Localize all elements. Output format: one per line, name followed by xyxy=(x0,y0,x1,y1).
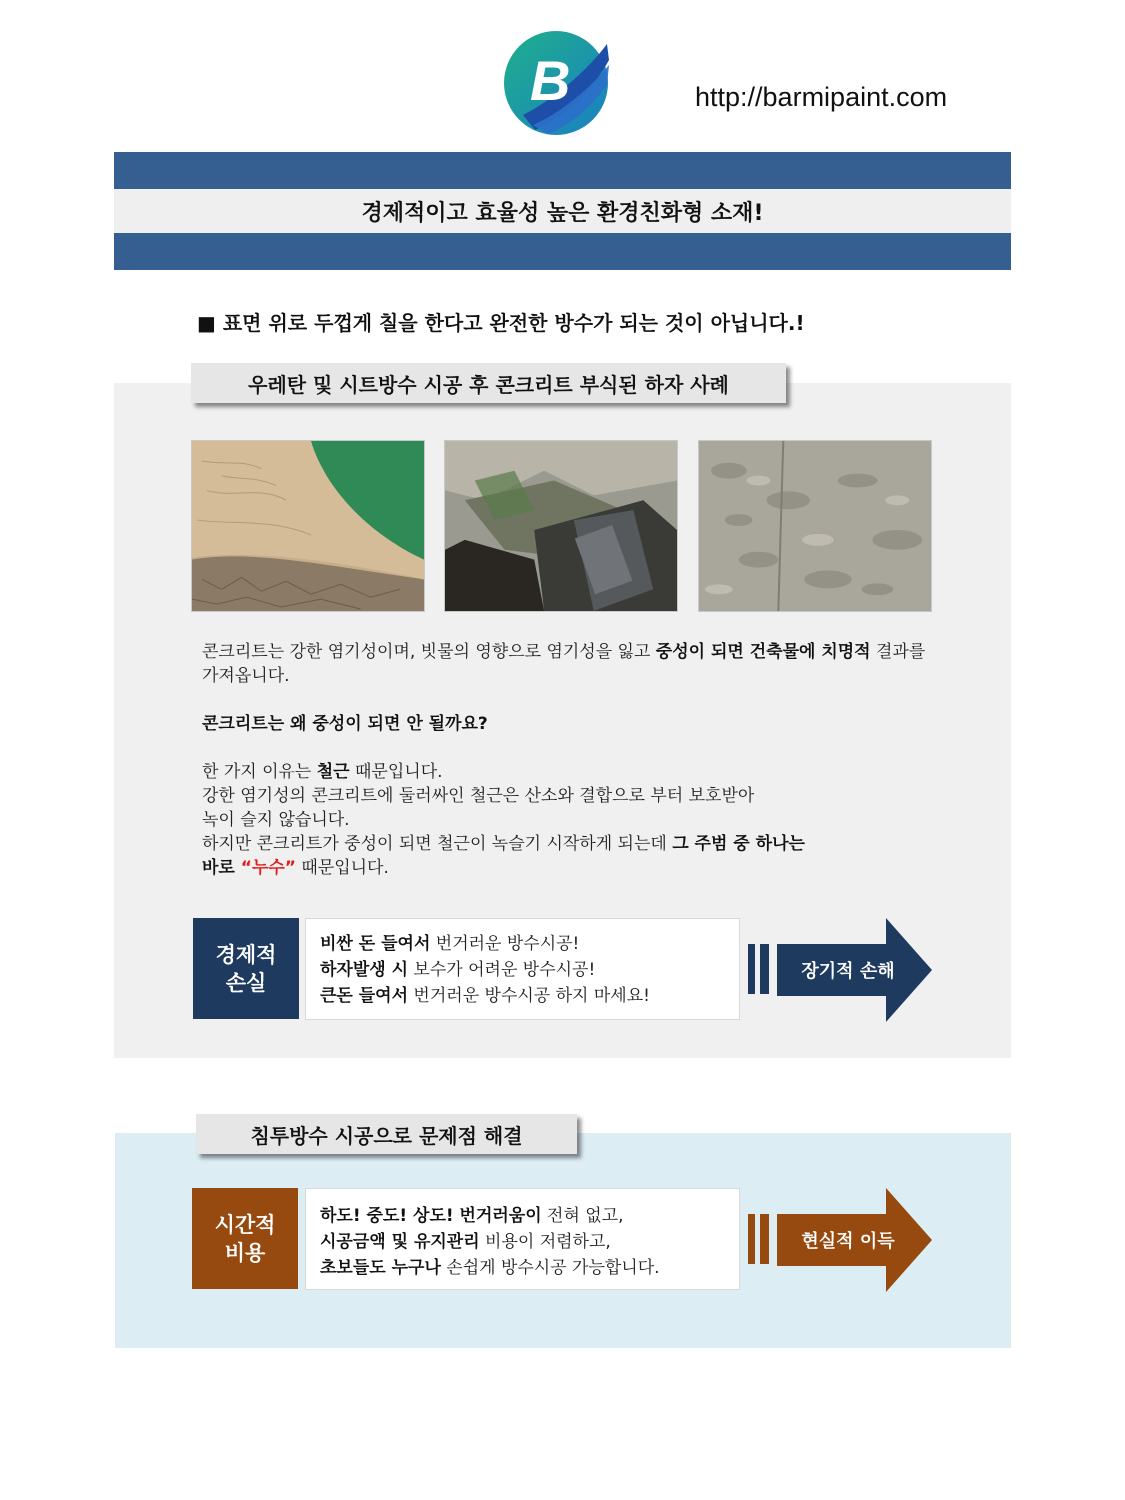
loss-line: 비싼 돈 들여서 번거러운 방수시공! xyxy=(320,934,580,954)
reason-line-4: 하지만 콘크리트가 중성이 되면 철근이 녹슬기 시작하게 되는데 그 주범 중 하나는 xyxy=(202,834,805,854)
loss-line: 큰돈 들여서 번거러운 방수시공 하지 마세요! xyxy=(320,986,650,1006)
reason-line-2: 강한 염기성의 콘크리트에 둘러싸인 철근은 산소와 결합으로 부터 보호받아 xyxy=(202,786,755,806)
arrow-label: 현실적 이득 xyxy=(801,1231,895,1252)
loss-line: 하자발생 시 보수가 어려운 방수시공! xyxy=(320,960,596,980)
economic-loss-label: 경제적 손실 xyxy=(193,918,299,1019)
headline: ■ 표면 위로 두껍게 칠을 한다고 완전한 방수가 되는 것이 아닙니다.! xyxy=(197,311,805,335)
corrosion-explanation xyxy=(202,640,942,880)
paragraph-alkalinity: 콘크리트는 강한 염기성이며, 빗물의 영향으로 염기성을 잃고 중성이 되면 건축물에 치명적 결과를 가져옵니다. xyxy=(202,642,926,686)
practical-gain-arrow xyxy=(748,1188,938,1292)
benefit-line: 초보들도 누구나 손쉽게 방수시공 가능합니다. xyxy=(320,1258,660,1278)
banner-bottom-band xyxy=(114,233,1011,270)
corroded-concrete-photo xyxy=(444,440,678,612)
banner-title: 경제적이고 효율성 높은 환경친화형 소재! xyxy=(114,189,1011,233)
eroded-surface-photo xyxy=(698,440,932,612)
time-cost-label: 시간적 비용 xyxy=(192,1188,298,1289)
question-heading: 콘크리트는 왜 중성이 되면 안 될까요? xyxy=(202,714,488,734)
defect-cases-tab: 우레탄 및 시트방수 시공 후 콘크리트 부식된 하자 사례 xyxy=(191,363,786,403)
barmi-logo xyxy=(503,30,609,136)
banner-top-band xyxy=(114,152,1011,189)
reason-line-3: 녹이 슬지 않습니다. xyxy=(202,810,350,830)
arrow-label: 장기적 손해 xyxy=(801,961,895,982)
reason-line-5: 바로 “누수” 때문입니다. xyxy=(202,858,389,878)
reason-line-1: 한 가지 이유는 철근 때문입니다. xyxy=(202,762,443,782)
benefit-line: 시공금액 및 유지관리 비용이 저렴하고, xyxy=(320,1232,611,1252)
long-term-loss-arrow xyxy=(748,918,938,1022)
peeled-sheet-photo xyxy=(191,440,425,612)
benefit-line: 하도! 중도! 상도! 번거러움이 전혀 없고, xyxy=(320,1206,624,1226)
website-url[interactable]: http://barmipaint.com xyxy=(695,82,948,112)
logo-letter: B xyxy=(530,49,571,112)
time-cost-text xyxy=(305,1188,740,1290)
economic-loss-text xyxy=(305,918,740,1020)
solution-tab: 침투방수 시공으로 문제점 해결 xyxy=(196,1114,577,1154)
